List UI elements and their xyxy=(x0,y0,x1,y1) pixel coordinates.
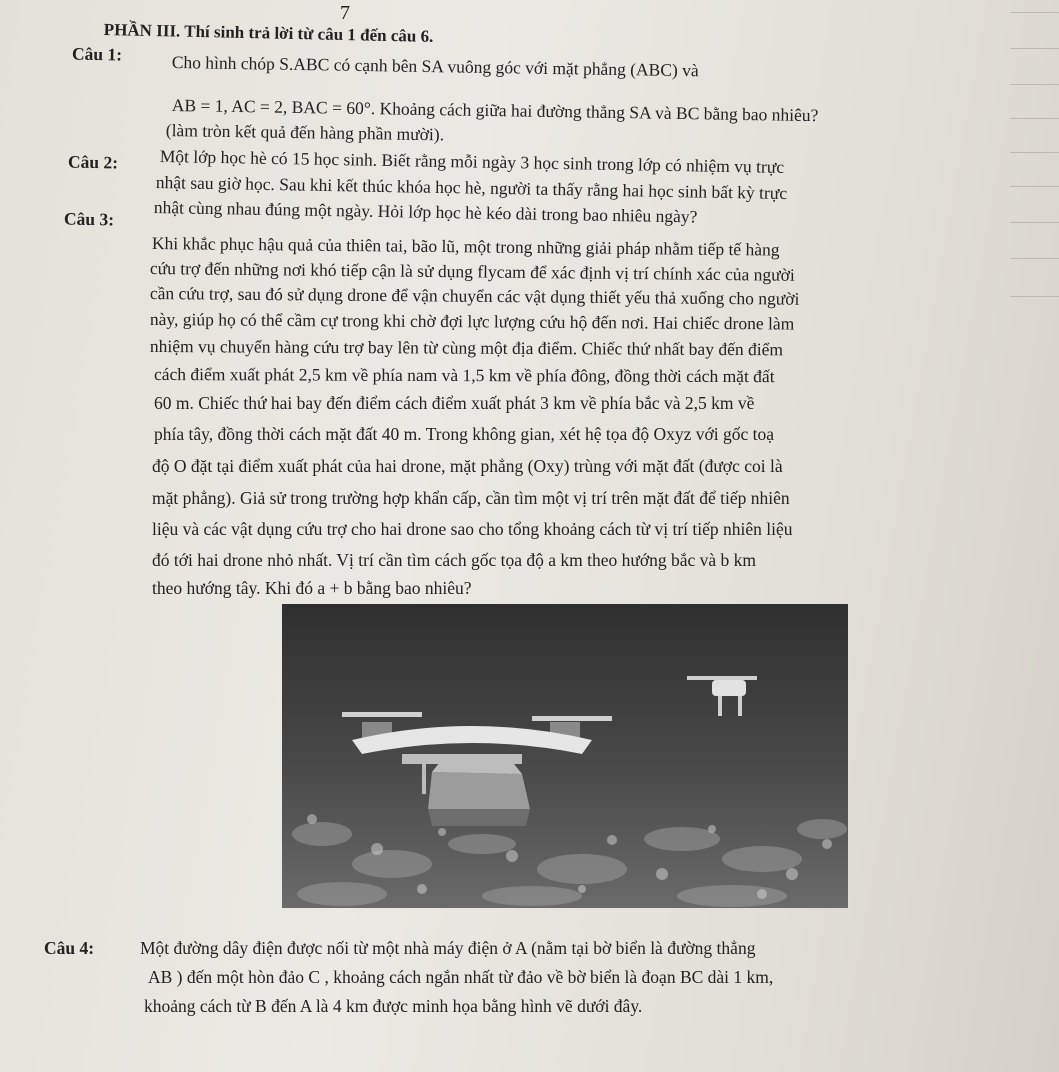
page-number: 7 xyxy=(340,2,350,24)
margin-rule xyxy=(1010,186,1059,187)
question-4-line: Một đường dây điện được nối từ một nhà máy điện ở A (nằm tại bờ biển là đường thẳng xyxy=(140,938,756,958)
margin-rule xyxy=(1010,84,1059,85)
question-3-line: liệu và các vật dụng cứu trợ cho hai drone sao cho tổng khoảng cách từ vị trí tiếp nhiên liệu xyxy=(152,519,793,539)
margin-rule xyxy=(1010,118,1059,119)
question-3-line: mặt phẳng). Giả sử trong trường hợp khẩn cấp, cần tìm một vị trí trên mặt đất để tiếp nhiên xyxy=(152,488,790,508)
question-2-line: nhật cùng nhau đúng một ngày. Hỏi lớp học hè kéo dài trong bao nhiêu ngày? xyxy=(153,197,698,227)
supply-box xyxy=(428,762,530,826)
part-heading: PHẦN III. Thí sinh trả lời từ câu 1 đến câu 6. xyxy=(103,20,434,46)
question-3-line: đó tới hai drone nhỏ nhất. Vị trí cần tìm cách gốc tọa độ a km theo hướng bắc và b km xyxy=(152,550,757,570)
question-4-line: AB ) đến một hòn đảo C , khoảng cách ngắn nhất từ đảo về bờ biển là đoạn BC dài 1 km, xyxy=(148,967,774,987)
question-3-line: phía tây, đồng thời cách mặt đất 40 m. Trong không gian, xét hệ tọa độ Oxyz với gốc toạ xyxy=(154,424,775,444)
question-4-label: Câu 4: xyxy=(44,938,95,958)
question-2-line: nhật sau giờ học. Sau khi kết thúc khóa học hè, người ta thấy rằng hai học sinh bất kỳ trực xyxy=(155,172,788,204)
margin-rule xyxy=(1010,12,1059,13)
margin-rule xyxy=(1010,152,1059,153)
question-1-line: (làm tròn kết quả đến hàng phần mười). xyxy=(165,120,445,145)
question-3-label: Câu 3: xyxy=(63,208,115,230)
drone-photo xyxy=(282,604,848,908)
question-3-line: độ O đặt tại điểm xuất phát của hai drone, mặt phẳng (Oxy) trùng với mặt đất (được coi là xyxy=(152,456,783,476)
question-2-line: Một lớp học hè có 15 học sinh. Biết rằng mỗi ngày 3 học sinh trong lớp có nhiệm vụ trực xyxy=(159,146,785,177)
margin-rule xyxy=(1010,48,1059,49)
drone-photo-illustration xyxy=(282,604,848,908)
question-3-line: 60 m. Chiếc thứ hai bay đến điểm cách điểm xuất phát 3 km về phía bắc và 2,5 km về xyxy=(154,393,755,413)
question-1-line: AB = 1, AC = 2, BAC = 60°. Khoảng cách giữa hai đường thẳng SA và BC bằng bao nhiêu? xyxy=(171,95,819,126)
question-1-line: Cho hình chóp S.ABC có cạnh bên SA vuông góc với mặt phẳng (ABC) và xyxy=(171,52,699,81)
margin-rule xyxy=(1010,258,1059,259)
question-3-line: theo hướng tây. Khi đó a + b bằng bao nhiêu? xyxy=(152,578,472,598)
question-4-line: khoảng cách từ B đến A là 4 km được minh họa bằng hình vẽ dưới đây. xyxy=(144,996,643,1016)
question-3-line: cách điểm xuất phát 2,5 km về phía nam và 1,5 km về phía đông, đồng thời cách mặt đất xyxy=(153,364,775,387)
question-3-line: cứu trợ đến những nơi khó tiếp cận là sử dụng flycam để xác định vị trí chính xác của người xyxy=(149,258,795,285)
question-3-line: cần cứu trợ, sau đó sử dụng drone để vận chuyển các vật dụng thiết yếu thả xuống cho người xyxy=(149,283,800,309)
question-2-label: Câu 2: xyxy=(67,151,119,173)
question-3-line: nhiệm vụ chuyển hàng cứu trợ bay lên từ cùng một địa điểm. Chiếc thứ nhất bay đến điểm xyxy=(149,336,784,360)
question-1-label: Câu 1: xyxy=(71,43,123,65)
question-3-line: Khi khắc phục hậu quả của thiên tai, bão lũ, một trong những giải pháp nhằm tiếp tế hàng xyxy=(151,233,780,260)
margin-rule xyxy=(1010,222,1059,223)
margin-rule xyxy=(1010,296,1059,297)
question-3-line: này, giúp họ có thể cầm cự trong khi chờ đợi lực lượng cứu hộ đến nơi. Hai chiếc drone làm xyxy=(149,309,795,334)
